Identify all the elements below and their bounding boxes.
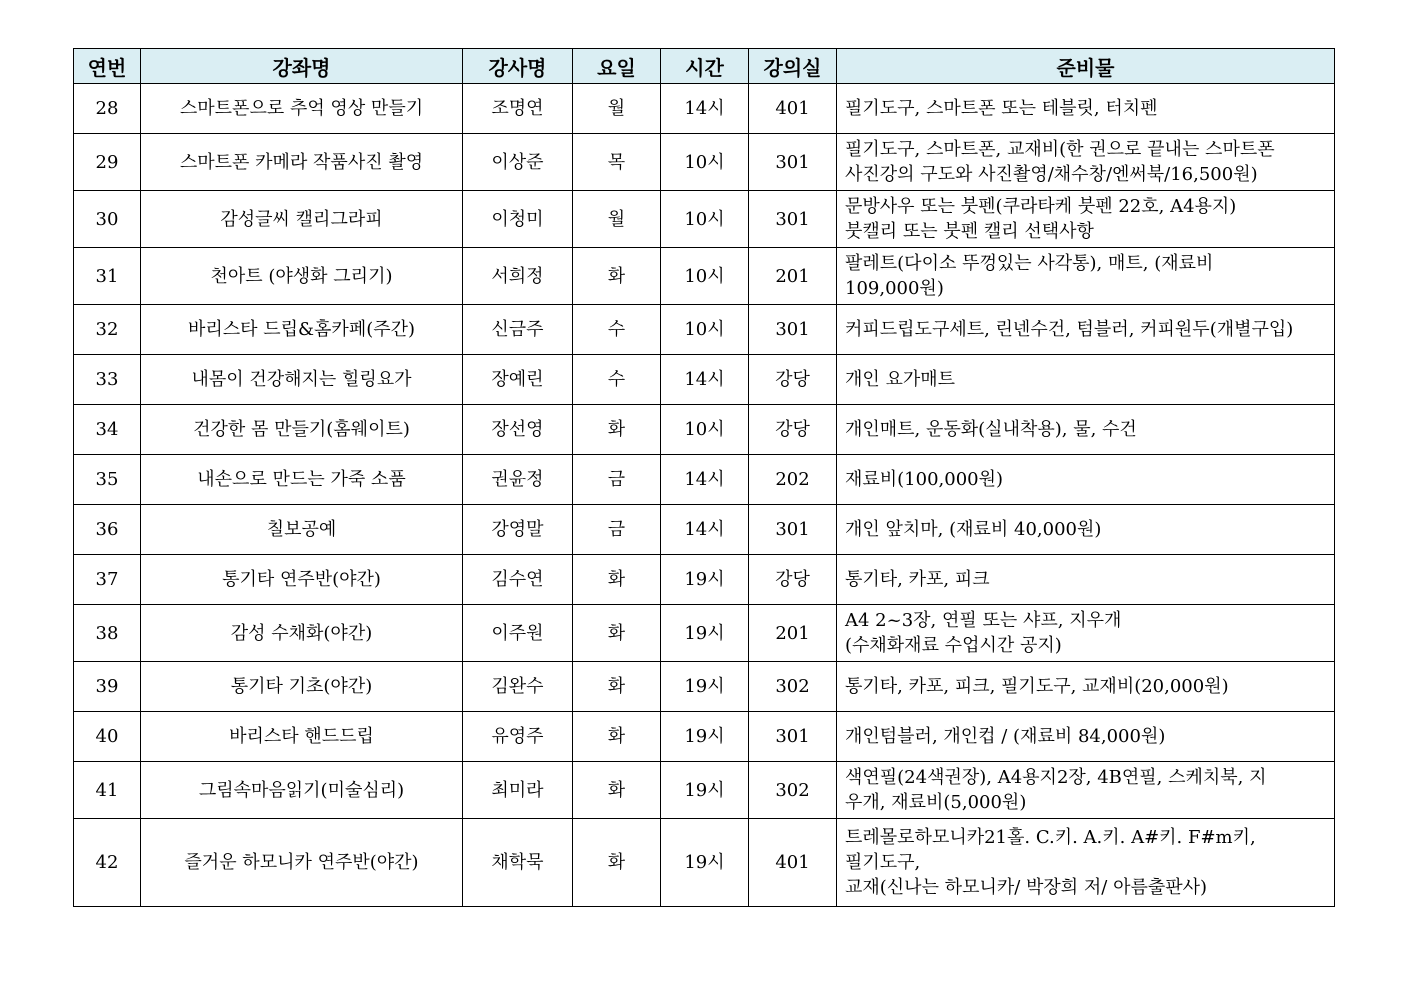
cell-time: 14시 bbox=[661, 505, 749, 555]
cell-time: 10시 bbox=[661, 134, 749, 191]
cell-course: 그림속마음읽기(미술심리) bbox=[141, 762, 463, 819]
cell-instructor: 권윤정 bbox=[463, 455, 573, 505]
cell-course: 내손으로 만드는 가죽 소품 bbox=[141, 455, 463, 505]
cell-instructor: 서희정 bbox=[463, 248, 573, 305]
cell-day: 월 bbox=[573, 191, 661, 248]
cell-no: 30 bbox=[74, 191, 141, 248]
cell-room: 강당 bbox=[749, 555, 837, 605]
cell-materials: A4 2~3장, 연필 또는 샤프, 지우개 (수채화재료 수업시간 공지) bbox=[837, 605, 1335, 662]
header-no: 연번 bbox=[74, 49, 141, 84]
cell-materials: 문방사우 또는 붓펜(쿠라타케 붓펜 22호, A4용지) 붓캘리 또는 붓펜 캘리 선택사항 bbox=[837, 191, 1335, 248]
cell-instructor: 이청미 bbox=[463, 191, 573, 248]
cell-time: 14시 bbox=[661, 84, 749, 134]
cell-room: 401 bbox=[749, 819, 837, 907]
table-row bbox=[74, 248, 1335, 305]
cell-room: 강당 bbox=[749, 405, 837, 455]
cell-instructor: 신금주 bbox=[463, 305, 573, 355]
cell-instructor: 장예린 bbox=[463, 355, 573, 405]
cell-time: 10시 bbox=[661, 305, 749, 355]
cell-room: 301 bbox=[749, 712, 837, 762]
cell-time: 19시 bbox=[661, 662, 749, 712]
cell-no: 28 bbox=[74, 84, 141, 134]
cell-instructor: 최미라 bbox=[463, 762, 573, 819]
cell-no: 39 bbox=[74, 662, 141, 712]
cell-day: 화 bbox=[573, 762, 661, 819]
header-row bbox=[74, 49, 1335, 84]
cell-materials: 개인매트, 운동화(실내착용), 물, 수건 bbox=[837, 405, 1335, 455]
cell-materials: 필기도구, 스마트폰, 교재비(한 권으로 끝내는 스마트폰 사진강의 구도와 사진촬영/채수창/엔써북/16,500원) bbox=[837, 134, 1335, 191]
course-table bbox=[73, 48, 1335, 907]
cell-instructor: 채학묵 bbox=[463, 819, 573, 907]
table-row bbox=[74, 355, 1335, 405]
cell-time: 19시 bbox=[661, 605, 749, 662]
cell-materials: 필기도구, 스마트폰 또는 테블릿, 터치펜 bbox=[837, 84, 1335, 134]
cell-course: 통기타 기초(야간) bbox=[141, 662, 463, 712]
cell-day: 화 bbox=[573, 819, 661, 907]
cell-course: 내몸이 건강해지는 힐링요가 bbox=[141, 355, 463, 405]
cell-room: 302 bbox=[749, 762, 837, 819]
cell-instructor: 장선영 bbox=[463, 405, 573, 455]
table-row bbox=[74, 405, 1335, 455]
cell-no: 29 bbox=[74, 134, 141, 191]
cell-materials: 통기타, 카포, 피크, 필기도구, 교재비(20,000원) bbox=[837, 662, 1335, 712]
cell-no: 32 bbox=[74, 305, 141, 355]
cell-no: 42 bbox=[74, 819, 141, 907]
cell-room: 202 bbox=[749, 455, 837, 505]
cell-materials: 재료비(100,000원) bbox=[837, 455, 1335, 505]
cell-day: 화 bbox=[573, 712, 661, 762]
cell-materials: 커피드립도구세트, 린넨수건, 텀블러, 커피원두(개별구입) bbox=[837, 305, 1335, 355]
cell-no: 31 bbox=[74, 248, 141, 305]
header-course: 강좌명 bbox=[141, 49, 463, 84]
cell-no: 33 bbox=[74, 355, 141, 405]
cell-no: 35 bbox=[74, 455, 141, 505]
cell-no: 36 bbox=[74, 505, 141, 555]
cell-instructor: 김수연 bbox=[463, 555, 573, 605]
cell-course: 스마트폰 카메라 작품사진 촬영 bbox=[141, 134, 463, 191]
table-row bbox=[74, 662, 1335, 712]
cell-day: 금 bbox=[573, 455, 661, 505]
cell-instructor: 유영주 bbox=[463, 712, 573, 762]
cell-instructor: 김완수 bbox=[463, 662, 573, 712]
table-row bbox=[74, 191, 1335, 248]
cell-day: 화 bbox=[573, 405, 661, 455]
header-day: 요일 bbox=[573, 49, 661, 84]
cell-course: 통기타 연주반(야간) bbox=[141, 555, 463, 605]
cell-instructor: 강영말 bbox=[463, 505, 573, 555]
cell-no: 40 bbox=[74, 712, 141, 762]
table-row bbox=[74, 455, 1335, 505]
cell-course: 감성글씨 캘리그라피 bbox=[141, 191, 463, 248]
cell-materials: 팔레트(다이소 뚜껑있는 사각통), 매트, (재료비 109,000원) bbox=[837, 248, 1335, 305]
table-row bbox=[74, 605, 1335, 662]
cell-no: 34 bbox=[74, 405, 141, 455]
cell-course: 스마트폰으로 추억 영상 만들기 bbox=[141, 84, 463, 134]
table-row bbox=[74, 819, 1335, 907]
table-row bbox=[74, 305, 1335, 355]
table-row bbox=[74, 84, 1335, 134]
cell-no: 38 bbox=[74, 605, 141, 662]
cell-course: 즐거운 하모니카 연주반(야간) bbox=[141, 819, 463, 907]
header-time: 시간 bbox=[661, 49, 749, 84]
cell-instructor: 이상준 bbox=[463, 134, 573, 191]
cell-time: 10시 bbox=[661, 191, 749, 248]
cell-room: 401 bbox=[749, 84, 837, 134]
cell-course: 건강한 몸 만들기(홈웨이트) bbox=[141, 405, 463, 455]
table-row bbox=[74, 555, 1335, 605]
cell-room: 301 bbox=[749, 305, 837, 355]
cell-course: 천아트 (야생화 그리기) bbox=[141, 248, 463, 305]
table-row bbox=[74, 762, 1335, 819]
cell-materials: 개인 요가매트 bbox=[837, 355, 1335, 405]
cell-day: 수 bbox=[573, 305, 661, 355]
cell-course: 칠보공예 bbox=[141, 505, 463, 555]
cell-room: 강당 bbox=[749, 355, 837, 405]
cell-room: 301 bbox=[749, 505, 837, 555]
cell-time: 14시 bbox=[661, 455, 749, 505]
cell-time: 19시 bbox=[661, 762, 749, 819]
cell-day: 월 bbox=[573, 84, 661, 134]
cell-day: 목 bbox=[573, 134, 661, 191]
cell-day: 화 bbox=[573, 555, 661, 605]
cell-time: 19시 bbox=[661, 712, 749, 762]
cell-materials: 트레몰로하모니카21홀. C.키. A.키. A#키. F#m키, 필기도구, 교재(신나는 하모니카/ 박장희 저/ 아름출판사) bbox=[837, 819, 1335, 907]
cell-day: 화 bbox=[573, 605, 661, 662]
cell-instructor: 조명연 bbox=[463, 84, 573, 134]
cell-instructor: 이주원 bbox=[463, 605, 573, 662]
header-instructor: 강사명 bbox=[463, 49, 573, 84]
cell-materials: 통기타, 카포, 피크 bbox=[837, 555, 1335, 605]
cell-day: 화 bbox=[573, 662, 661, 712]
cell-materials: 개인텀블러, 개인컵 / (재료비 84,000원) bbox=[837, 712, 1335, 762]
cell-course: 바리스타 드립&홈카페(주간) bbox=[141, 305, 463, 355]
cell-time: 10시 bbox=[661, 248, 749, 305]
table-row bbox=[74, 712, 1335, 762]
cell-materials: 색연필(24색권장), A4용지2장, 4B연필, 스케치북, 지 우개, 재료비(5,000원) bbox=[837, 762, 1335, 819]
cell-no: 37 bbox=[74, 555, 141, 605]
cell-room: 302 bbox=[749, 662, 837, 712]
cell-time: 10시 bbox=[661, 405, 749, 455]
cell-room: 201 bbox=[749, 605, 837, 662]
cell-time: 14시 bbox=[661, 355, 749, 405]
cell-day: 화 bbox=[573, 248, 661, 305]
cell-materials: 개인 앞치마, (재료비 40,000원) bbox=[837, 505, 1335, 555]
cell-course: 바리스타 핸드드립 bbox=[141, 712, 463, 762]
cell-course: 감성 수채화(야간) bbox=[141, 605, 463, 662]
cell-room: 301 bbox=[749, 191, 837, 248]
header-room: 강의실 bbox=[749, 49, 837, 84]
cell-time: 19시 bbox=[661, 819, 749, 907]
cell-day: 금 bbox=[573, 505, 661, 555]
table-row bbox=[74, 505, 1335, 555]
table-row bbox=[74, 134, 1335, 191]
header-materials: 준비물 bbox=[837, 49, 1335, 84]
cell-no: 41 bbox=[74, 762, 141, 819]
cell-day: 수 bbox=[573, 355, 661, 405]
cell-room: 301 bbox=[749, 134, 837, 191]
cell-time: 19시 bbox=[661, 555, 749, 605]
cell-room: 201 bbox=[749, 248, 837, 305]
